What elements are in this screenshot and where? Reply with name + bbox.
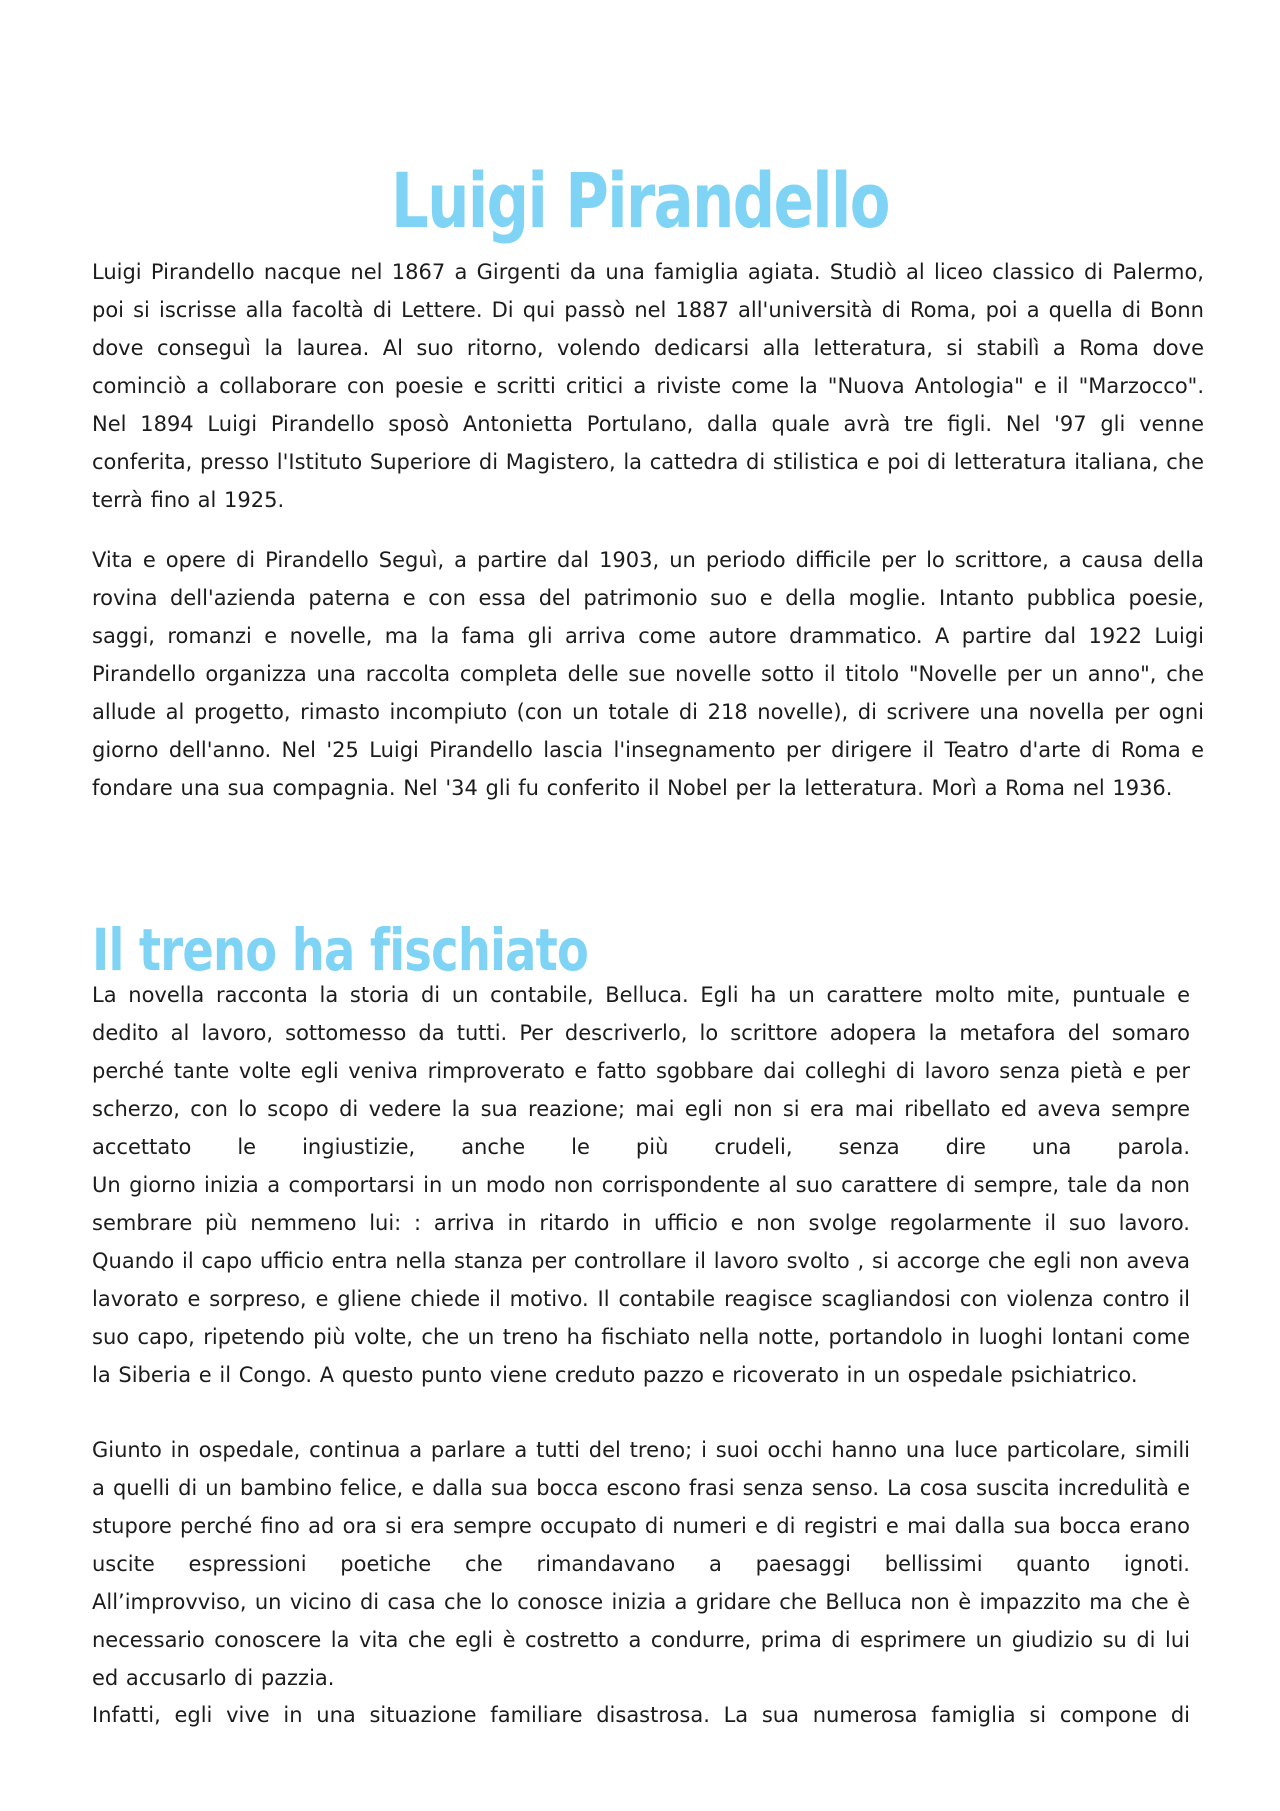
story-paragraph-2 xyxy=(92,1431,1190,1697)
bio-paragraph-1: Luigi Pirandello nacque nel 1867 a Girgenti da una famiglia agiata. Studiò al liceo classico di Palermo, poi si iscrisse alla facoltà di Lettere. Di qui passò nel 1887 all'università di Roma, poi a quella di Bonn dove conseguì la laurea. Al suo ritorno, volendo dedicarsi alla letteratura, si stabilì a Roma dove cominciò a collaborare con poesie e scritti critici a riviste come la "Nuova Antologia" e il "Marzocco". Nel 1894 Luigi Pirandello sposò Antonietta Portulano, dalla quale avrà tre figli. Nel '97 gli venne conferita, presso l'Istituto Superiore di Magistero, la cattedra di stilistica e poi di letteratura italiana, che terrà fino al 1925. xyxy=(92,260,1204,512)
story-paragraph-2a: Giunto in ospedale, continua a parlare a tutti del treno; i suoi occhi hanno una luce particolare, simili a quelli di un bambino felice, e dalla sua bocca escono frasi senza senso. La cosa suscita incredulità e stupore perché fino ad ora si era sempre occupato di numeri e di registri e mai dalla sua bocca erano uscite espressioni poetiche che rimandavano a paesaggi bellissimi quanto ignoti. xyxy=(92,1438,1190,1576)
story-paragraph-3: Infatti, egli vive in una situazione familiare disastrosa. La sua numerosa famiglia si compone di xyxy=(92,1703,1190,1727)
story-paragraph-1 xyxy=(92,976,1190,1394)
bio-paragraph-2: Vita e opere di Pirandello Seguì, a partire dal 1903, un periodo difficile per lo scrittore, a causa della rovina dell'azienda paterna e con essa del patrimonio suo e della moglie. Intanto pubblica poesie, saggi, romanzi e novelle, ma la fama gli arriva come autore drammatico. A partire dal 1922 Luigi Pirandello organizza una raccolta completa delle sue novelle sotto il titolo "Novelle per un anno", che allude al progetto, rimasto incompiuto (con un totale di 218 novelle), di scrivere una novella per ogni giorno dell'anno. Nel '25 Luigi Pirandello lascia l'insegnamento per dirigere il Teatro d'arte di Roma e fondare una sua compagnia. Nel '34 gli fu conferito il Nobel per la letteratura. Morì a Roma nel 1936. xyxy=(92,548,1204,800)
section-title: Il treno ha fischiato xyxy=(92,916,589,985)
story-paragraph-1b: Un giorno inizia a comportarsi in un modo non corrispondente al suo carattere di sempre, tale da non sembrare più nemmeno lui: : arriva in ritardo in ufficio e non svolge regolarmente il suo lavoro. Quando il capo ufficio entra nella stanza per controllare il lavoro svolto , si accorge che egli non aveva lavorato e sorpreso, e gliene chiede il motivo. Il contabile reagisce scagliandosi con violenza contro il suo capo, ripetendo più volte, che un treno ha fischiato nella notte, portandolo in luoghi lontani come la Siberia e il Congo. A questo punto viene creduto pazzo e ricoverato in un ospedale psichiatrico. xyxy=(92,1173,1190,1387)
page-title: Luigi Pirandello xyxy=(391,155,889,245)
story-paragraph-2b: All’improvviso, un vicino di casa che lo conosce inizia a gridare che Belluca non è impazzito ma che è necessario conoscere la vita che egli è costretto a condurre, prima di esprimere un giudizio su di lui ed accusarlo di pazzia. xyxy=(92,1590,1190,1690)
story-paragraph-1a: La novella racconta la storia di un contabile, Belluca. Egli ha un carattere molto mite, puntuale e dedito al lavoro, sottomesso da tutti. Per descriverlo, lo scrittore adopera la metafora del somaro perché tante volte egli veniva rimproverato e fatto sgobbare dai colleghi di lavoro senza pietà e per scherzo, con lo scopo di vedere la sua reazione; mai egli non si era mai ribellato ed aveva sempre accettato le ingiustizie, anche le più crudeli, senza dire una parola. xyxy=(92,983,1190,1159)
